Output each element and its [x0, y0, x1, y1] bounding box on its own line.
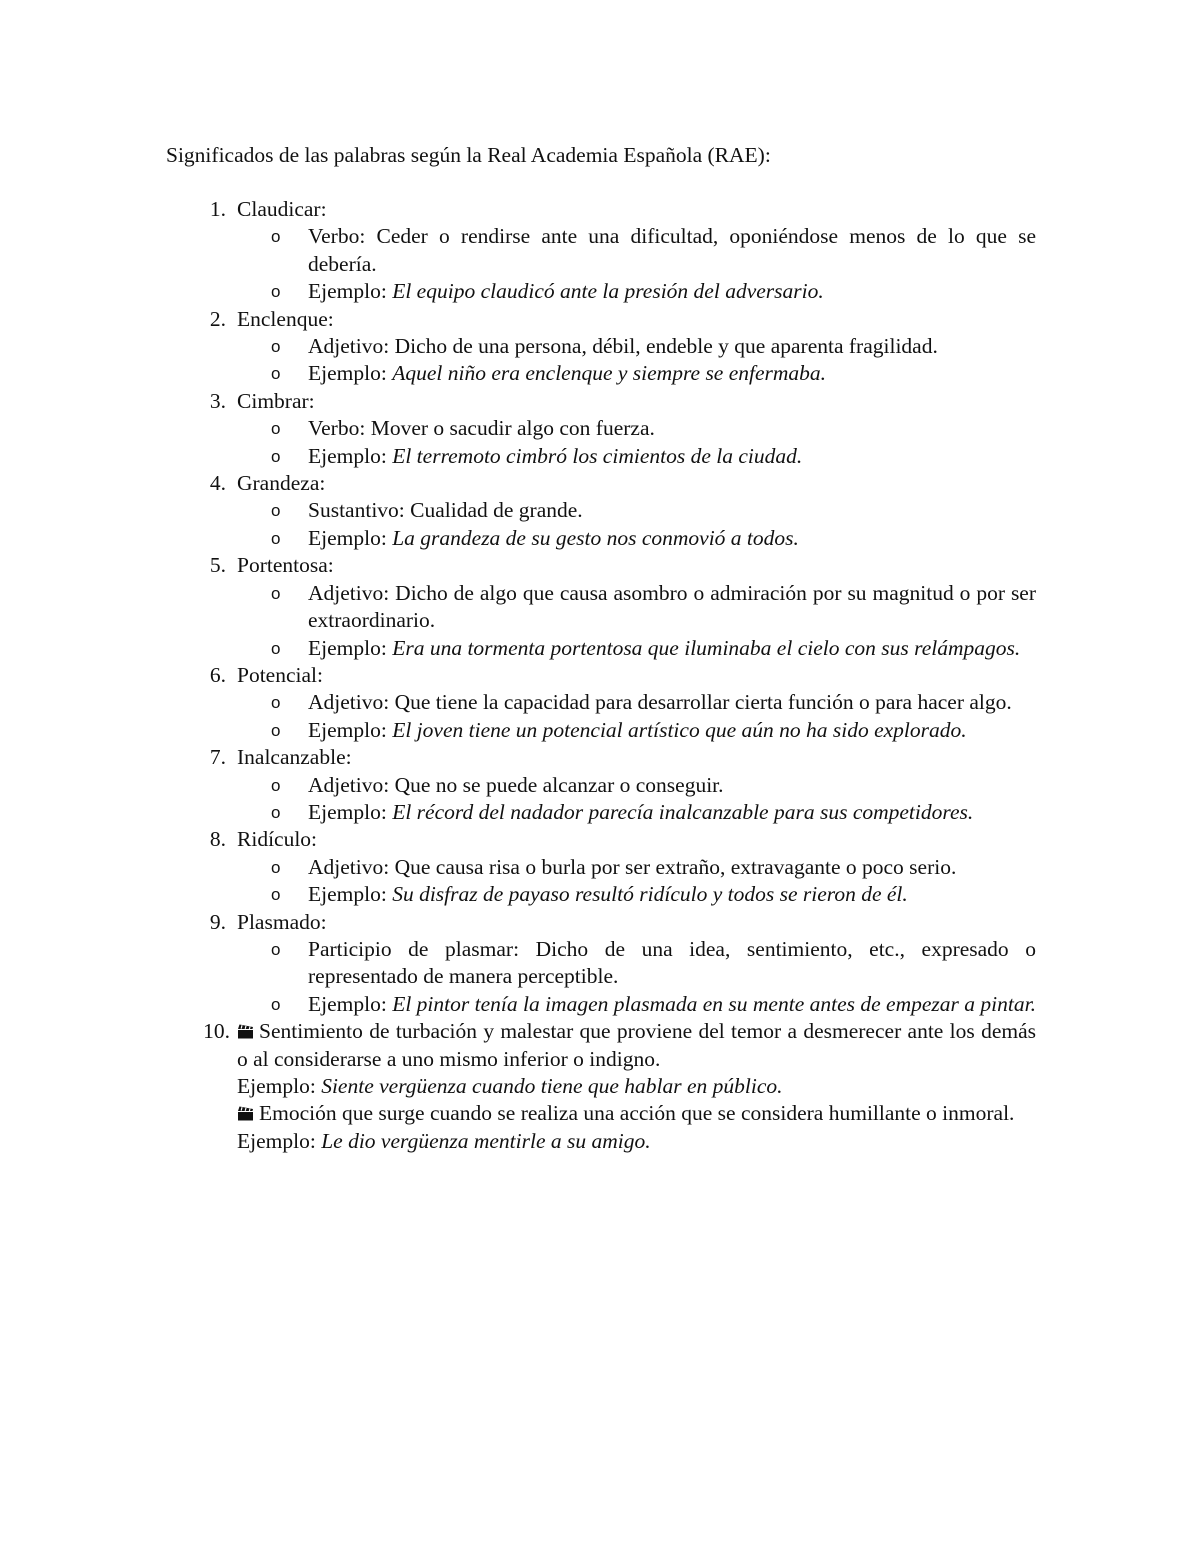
example-text: El terremoto cimbró los cimientos de la ciudad. [392, 443, 803, 468]
entry-word: Plasmado: [237, 909, 327, 934]
list-item [166, 470, 1036, 552]
definition-item [237, 497, 1036, 524]
definition-text: Cualidad de grande. [410, 498, 583, 523]
bullet-icon: o [271, 446, 281, 466]
entry-word: Portentosa: [237, 553, 334, 578]
entry-word: Cimbrar: [237, 388, 315, 413]
example-text: El equipo claudicó ante la presión del adversario. [392, 279, 824, 304]
bullet-icon: o [271, 282, 281, 302]
definition-item [237, 580, 1036, 635]
sub-list [237, 772, 1036, 827]
list-item [166, 909, 1036, 1019]
example-item [237, 991, 1036, 1018]
item-number: 4. [209, 471, 226, 496]
bullet-icon: o [271, 939, 281, 959]
definition-text: Que no se puede alcanzar o conseguir. [394, 772, 724, 797]
definition-label: Adjetivo: [308, 772, 390, 797]
definition-label: Adjetivo: [308, 580, 390, 605]
sub-list [237, 497, 1036, 552]
list-item [166, 388, 1036, 470]
sub-list [237, 580, 1036, 662]
bullet-icon: o [271, 885, 281, 905]
sense-2-text: Emoción que surge cuando se realiza una acción que se considera humillante o inmoral. [259, 1101, 1015, 1126]
example-label: Ejemplo: [308, 991, 387, 1016]
bullet-icon: o [271, 337, 281, 357]
definition-label: Adjetivo: [308, 690, 390, 715]
item-number: 8. [209, 827, 226, 852]
bullet-icon: o [271, 583, 281, 603]
example-label: Ejemplo: [237, 1074, 316, 1098]
list-item [166, 662, 1036, 744]
example-label: Ejemplo: [308, 717, 387, 742]
clapperboard-icon [237, 1106, 254, 1121]
definition-label: Participio de plasmar: [308, 936, 520, 961]
item-number: 3. [209, 388, 226, 413]
entry-word: Claudicar: [237, 197, 327, 221]
sense-1-text: Sentimiento de turbación y malestar que proviene del temor a desmerecer ante los demás o al considerarse a uno mismo inferior o indigno. [237, 1019, 1036, 1071]
bullet-icon: o [271, 693, 281, 713]
item-number: 5. [209, 553, 226, 578]
list-item [166, 196, 1036, 306]
entry-word: Grandeza: [237, 471, 326, 496]
example-text: Aquel niño era enclenque y siempre se enfermaba. [392, 361, 827, 386]
bullet-icon: o [271, 638, 281, 658]
entry-word: Inalcanzable: [237, 745, 352, 770]
list-item [166, 306, 1036, 388]
bullet-icon: o [271, 775, 281, 795]
example-item [237, 635, 1036, 662]
bullet-icon: o [271, 528, 281, 548]
sub-list [237, 689, 1036, 744]
example-item [237, 799, 1036, 826]
definition-label: Adjetivo: [308, 334, 390, 359]
definition-text: Que causa risa o burla por ser extraño, extravagante o poco serio. [394, 854, 957, 879]
example-item [237, 360, 1036, 387]
example-item [237, 525, 1036, 552]
clapperboard-icon [237, 1024, 254, 1039]
example-text: La grandeza de su gesto nos conmovió a todos. [392, 525, 799, 550]
definition-item [237, 689, 1036, 716]
definition-text: Ceder o rendirse ante una dificultad, oponiéndose menos de lo que se debería. [308, 224, 1036, 276]
example-text: El joven tiene un potencial artístico que aún no ha sido explorado. [392, 717, 967, 742]
list-item [166, 552, 1036, 662]
example-label: Ejemplo: [308, 443, 387, 468]
sense-1 [237, 1018, 1036, 1073]
item-number: 6. [209, 662, 226, 687]
example-text: Le dio vergüenza mentirle a su amigo. [321, 1128, 651, 1153]
example-label: Ejemplo: [308, 361, 387, 386]
bullet-icon: o [271, 501, 281, 521]
sub-list [237, 415, 1036, 470]
entry-word: Ridículo: [237, 827, 318, 852]
list-item [166, 744, 1036, 826]
example-item [237, 443, 1036, 470]
sub-list [237, 333, 1036, 388]
definition-item [237, 772, 1036, 799]
definition-text: Dicho de una persona, débil, endeble y que aparenta fragilidad. [394, 334, 938, 359]
bullet-icon: o [271, 857, 281, 877]
definition-item [237, 936, 1036, 991]
example-label: Ejemplo: [308, 635, 387, 660]
sub-list [237, 854, 1036, 909]
definition-text: Que tiene la capacidad para desarrollar cierta función o para hacer algo. [394, 690, 1012, 715]
definition-item [237, 223, 1036, 278]
example-label: Ejemplo: [308, 279, 387, 304]
item-number: 1. [209, 197, 226, 221]
definition-text: Dicho de algo que causa asombro o admiración por su magnitud o por ser extraordinario. [308, 580, 1037, 633]
entry-word: Enclenque: [237, 306, 334, 331]
bullet-icon: o [271, 364, 281, 384]
example-label: Ejemplo: [237, 1128, 316, 1153]
example-text: Su disfraz de payaso resultó ridículo y todos se rieron de él. [392, 882, 908, 907]
sense-2 [237, 1100, 1036, 1127]
sub-list [237, 936, 1036, 1018]
item-number: 10. [203, 1019, 230, 1044]
definitions-list [166, 196, 1036, 1155]
definition-label: Verbo: [308, 416, 366, 441]
example-text: El récord del nadador parecía inalcanzable para sus competidores. [392, 799, 974, 824]
list-item [166, 826, 1036, 908]
list-item [166, 1018, 1036, 1155]
definition-item [237, 333, 1036, 360]
example-1 [237, 1073, 1036, 1100]
example-item [237, 881, 1036, 908]
item-number: 7. [209, 745, 226, 770]
example-item [237, 278, 1036, 305]
sub-list [237, 223, 1036, 305]
bullet-icon: o [271, 802, 281, 822]
example-label: Ejemplo: [308, 525, 387, 550]
bullet-icon: o [271, 419, 281, 439]
definition-text: Dicho de una idea, sentimiento, etc., expresado o representado de manera perceptible. [308, 936, 1036, 989]
item-number: 9. [209, 909, 226, 934]
definition-item [237, 415, 1036, 442]
document-title: Significados de las palabras según la Real Academia Española (RAE): [166, 143, 771, 167]
bullet-icon: o [271, 994, 281, 1014]
definition-item [237, 854, 1036, 881]
bullet-icon: o [271, 720, 281, 740]
definition-label: Sustantivo: [308, 498, 405, 523]
entry-word: Potencial: [237, 662, 323, 687]
example-text: Era una tormenta portentosa que iluminaba el cielo con sus relámpagos. [392, 635, 1021, 660]
example-text: Siente vergüenza cuando tiene que hablar en público. [321, 1074, 783, 1098]
example-label: Ejemplo: [308, 799, 387, 824]
definition-label: Verbo: [308, 224, 366, 249]
example-2 [237, 1128, 1036, 1155]
item-number: 2. [209, 306, 226, 331]
example-label: Ejemplo: [308, 882, 387, 907]
definition-label: Adjetivo: [308, 854, 390, 879]
definition-text: Mover o sacudir algo con fuerza. [370, 416, 655, 441]
bullet-icon: o [271, 227, 281, 247]
example-item [237, 717, 1036, 744]
example-text: El pintor tenía la imagen plasmada en su mente antes de empezar a pintar. [392, 991, 1036, 1016]
